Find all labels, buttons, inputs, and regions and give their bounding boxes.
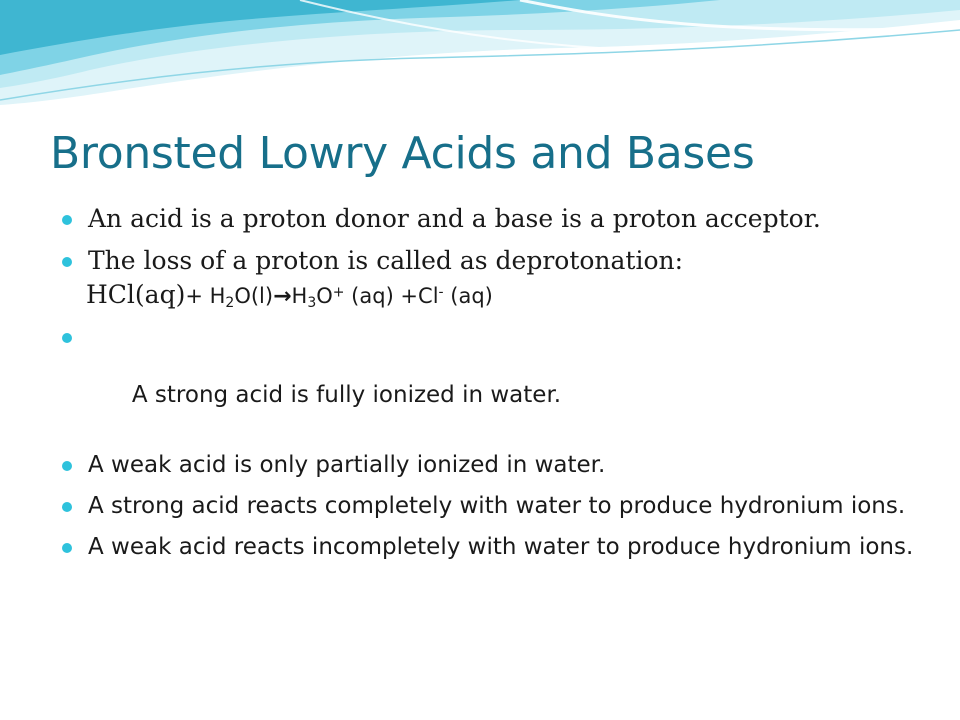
header-wave-decoration bbox=[0, 0, 960, 120]
equation-aq: (aq) bbox=[443, 284, 493, 308]
list-item bbox=[62, 533, 922, 562]
bullet-text: The loss of a proton is called as deprotonation: bbox=[88, 246, 684, 275]
bullet-text: An acid is a proton donor and a base is a proton acceptor. bbox=[88, 204, 821, 233]
bullet-dot-icon bbox=[62, 215, 72, 225]
bullet-dot-icon bbox=[62, 461, 72, 471]
equation-subscript: 3 bbox=[307, 295, 317, 312]
list-item bbox=[62, 323, 922, 439]
equation-plus-h: + H bbox=[185, 284, 226, 308]
slide-title: Bronsted Lowry Acids and Bases bbox=[50, 128, 755, 179]
bullet-text: A weak acid is only partially ionized in water. bbox=[88, 452, 606, 479]
list-item bbox=[62, 451, 922, 480]
equation-reactant-hcl: HCl(aq) bbox=[86, 280, 186, 309]
equation-water: O(l) bbox=[234, 284, 274, 308]
list-item bbox=[62, 246, 922, 276]
bullet-dot-icon bbox=[62, 543, 72, 553]
bullet-text: A strong acid is fully ionized in water. bbox=[117, 382, 562, 409]
equation-superscript: + bbox=[332, 284, 345, 301]
reaction-arrow-icon: → bbox=[273, 284, 292, 309]
list-item bbox=[62, 204, 922, 234]
chemical-equation bbox=[62, 280, 922, 311]
bullet-dot-icon bbox=[62, 257, 72, 267]
equation-aq-cl: (aq) +Cl bbox=[344, 284, 439, 308]
bullet-dot-icon bbox=[62, 333, 72, 343]
bullet-dot-icon bbox=[62, 502, 72, 512]
bullet-text: A weak acid reacts incompletely with water to produce hydronium ions. bbox=[88, 534, 914, 561]
equation-h: H bbox=[291, 284, 308, 308]
equation-subscript: 2 bbox=[225, 295, 235, 312]
bullet-text: A strong acid reacts completely with water to produce hydronium ions. bbox=[88, 493, 906, 520]
equation-superscript: - bbox=[438, 284, 444, 301]
equation-o: O bbox=[316, 284, 333, 308]
list-item bbox=[62, 492, 922, 521]
bullet-list bbox=[62, 204, 922, 562]
